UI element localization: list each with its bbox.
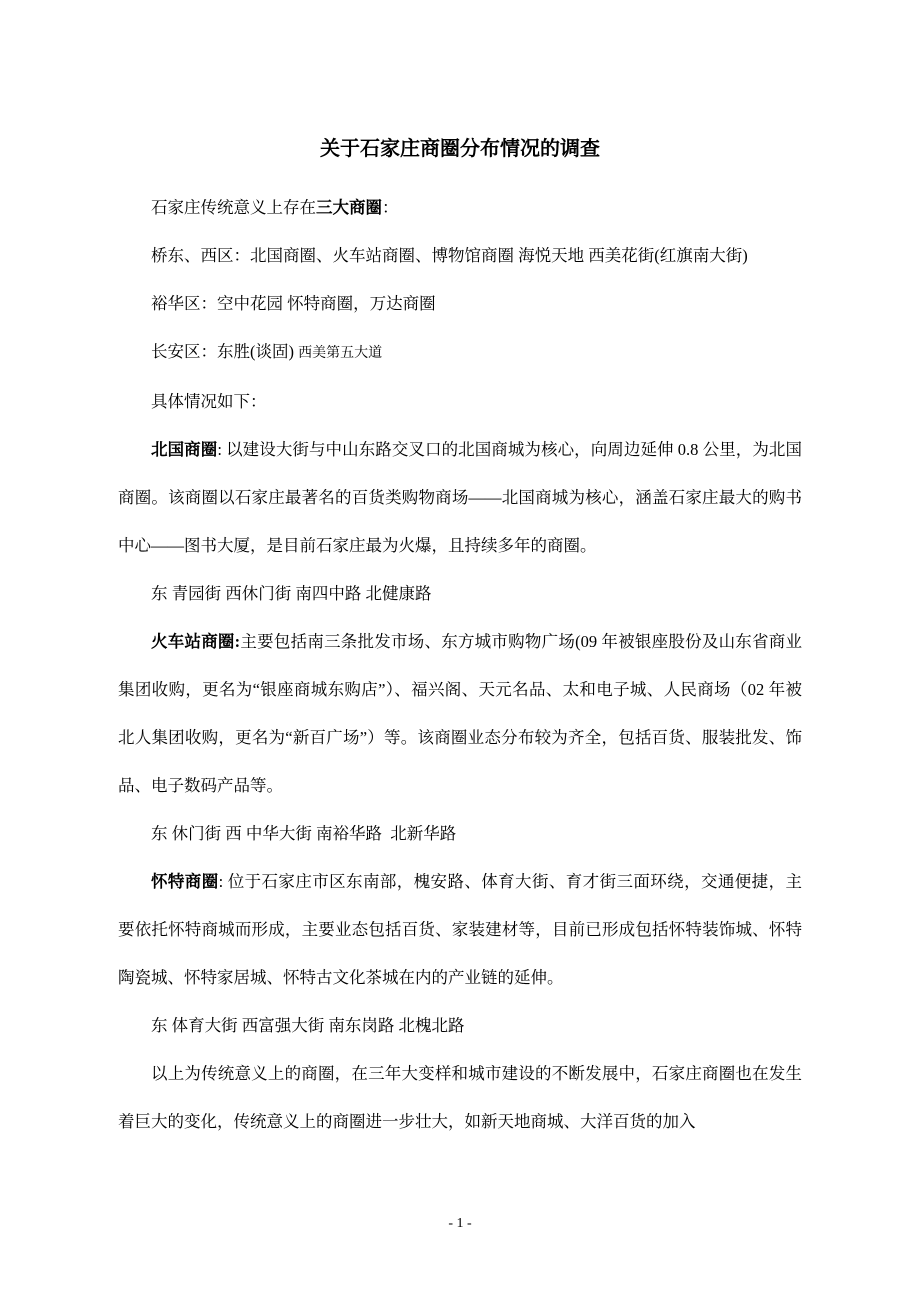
- bold-text-run: 三大商圈: [316, 198, 382, 217]
- document-title: 关于石家庄商圈分布情况的调查: [320, 138, 600, 160]
- page-number: - 1 -: [448, 1216, 472, 1231]
- paragraph: [118, 1050, 802, 1146]
- bold-text-run: 火车站商圈:: [151, 632, 241, 651]
- text-run: 长安区：东胜(谈固): [151, 342, 299, 361]
- text-run: 以上为传统意义上的商圈，在三年大变样和城市建设的不断发展中，石家庄商圈也在发生着巨大的变化，传统意义上的商圈进一步壮大，如新天地商城、大洋百货的加入: [118, 1064, 802, 1131]
- text-run: : 以建设大街与中山东路交叉口的北国商城为核心，向周边延伸 0.8 公里，为北国商圈。该商圈以石家庄最著名的百货类购物商场——北国商城为核心，涵盖石家庄最大的购书中心——图书大厦，是目前石家庄最为火爆，且持续多年的商圈。: [118, 440, 803, 555]
- document-body: [118, 184, 802, 1146]
- text-run: 西美第五大道: [298, 346, 383, 361]
- text-run: 主要包括南三条批发市场、东方城市购物广场(09 年被银座股份及山东省商业集团收购，更名为“银座商城东购店”）、福兴阁、天元名品、太和电子城、人民商场（02 年被北人集团收购，更名为“新百广场”）等。该商圈业态分布较为齐全，包括百货、服装批发、饰品、电子数码产品等。: [118, 632, 802, 795]
- text-run: 东 青园街 西休门街 南四中路 北健康路: [151, 584, 432, 603]
- text-run: 桥东、西区：北国商圈、火车站商圈、博物馆商圈 海悦天地 西美花街(红旗南大街): [151, 246, 748, 265]
- paragraph: [118, 618, 802, 810]
- paragraph: [118, 184, 802, 232]
- paragraph: [118, 280, 802, 328]
- paragraph: [118, 426, 802, 570]
- text-run: 具体情况如下：: [151, 392, 267, 411]
- paragraph: [118, 328, 802, 378]
- paragraph: [118, 858, 802, 1002]
- text-run: 东 休门街 西 中华大街 南裕华路 北新华路: [151, 824, 457, 843]
- text-run: 石家庄传统意义上存在: [151, 198, 316, 217]
- paragraph: [118, 570, 802, 618]
- text-run: ：: [382, 198, 399, 217]
- paragraph: [118, 378, 802, 426]
- paragraph: [118, 232, 802, 280]
- bold-text-run: 北国商圈: [151, 440, 218, 459]
- text-run: 东 体育大街 西富强大街 南东岗路 北槐北路: [151, 1016, 465, 1035]
- paragraph: [118, 1002, 802, 1050]
- paragraph: [118, 810, 802, 858]
- text-run: : 位于石家庄市区东南部，槐安路、体育大街、育才街三面环绕，交通便捷，主要依托怀特商城而形成，主要业态包括百货、家装建材等，目前已形成包括怀特装饰城、怀特陶瓷城、怀特家居城、怀特古文化茶城在内的产业链的延伸。: [118, 872, 802, 987]
- bold-text-run: 怀特商圈: [151, 872, 219, 891]
- text-run: 裕华区：空中花园 怀特商圈，万达商圈: [151, 294, 436, 313]
